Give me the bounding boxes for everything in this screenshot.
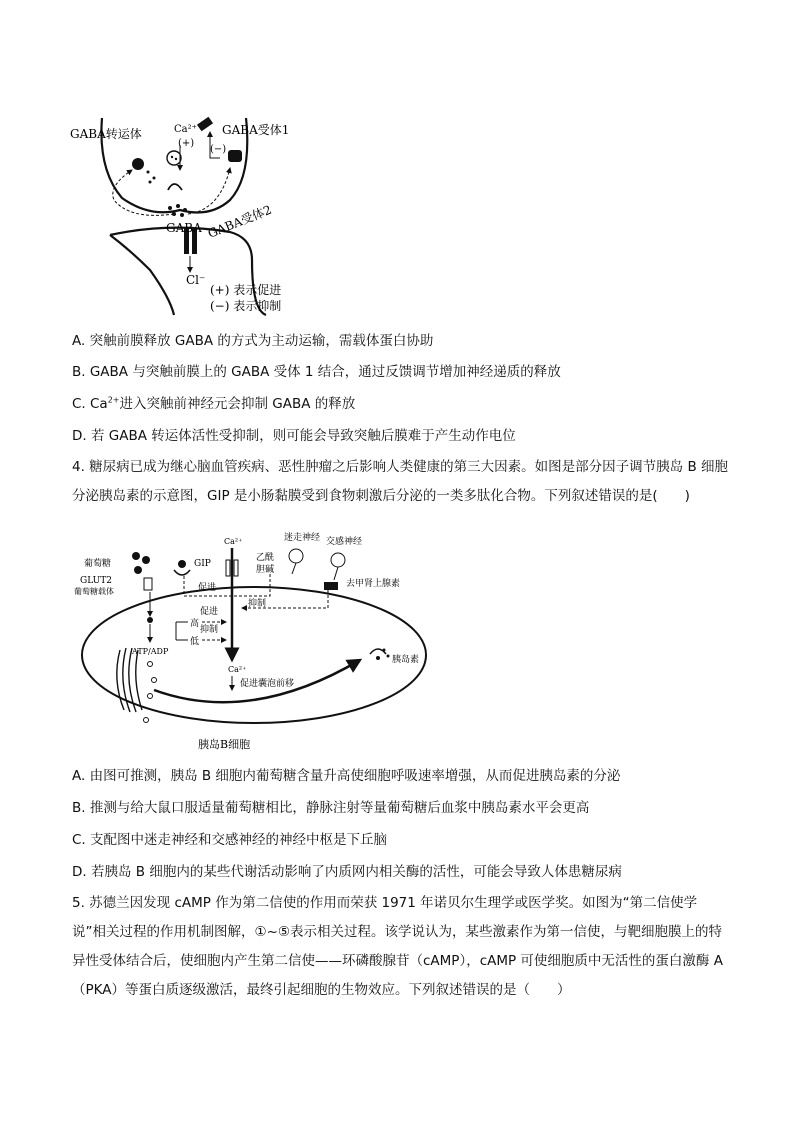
ach-label-2: 胆碱 — [256, 565, 275, 575]
minus-label: (−) — [210, 144, 227, 155]
q3-option-c: C. $Ca^{2+}$进入突触前神经元会抑制 GABA 的释放 — [72, 395, 356, 412]
glucose-label: 葡萄糖 — [84, 559, 112, 569]
q3-option-d: D. 若 GABA 转运体活性受抑制，则可能会导致突触后膜难于产生动作电位 — [72, 428, 516, 444]
vesicle-label: 促进囊泡前移 — [240, 679, 295, 689]
inhibit-low-label: 抑制 — [200, 625, 219, 635]
gaba-receptor1-shape — [228, 150, 242, 162]
glut2-label: GLUT2 — [80, 576, 112, 586]
q4-option-c: C. 支配图中迷走神经和交感神经的神经中枢是下丘脑 — [72, 832, 388, 848]
q5-stem: 5. 苏德兰因发现 cAMP 作为第二信使的作用而荣获 1971 年诺贝尔生理学或医学奖。如图为“第二信使学说”相关过程的作用机制图解，①~⑤表示相关过程。该学说认为，某些激素作为第一信使，与靶细胞膜上的特异性受体结合后，使细胞内产生第二信使——环磷酸腺苷（cAMP），cAMP 可使细胞质中无活性的蛋白激酶 A（PKA）等蛋白质逐级激活，最终引起细胞的生物效应。下列叙述错误的是（ ） — [72, 895, 723, 998]
atp-adp-label: ATP/ADP — [132, 647, 169, 656]
plus-label: (+) — [178, 138, 195, 149]
q4-option-d: D. 若胰岛 B 细胞内的某些代谢活动影响了内质网内相关酶的活性，可能会导致人体患糖尿病 — [72, 864, 622, 880]
cell-label: 胰岛B细胞 — [198, 738, 251, 751]
q4-stem: 4. 糖尿病已成为继心脑血管疾病、恶性肿瘤之后影响人类健康的第三大因素。如图是部分因子调节胰岛 B 细胞分泌胰岛素的示意图，GIP 是小肠黏膜受到食物刺激后分泌的一类多肽化合物。下列叙述错误的是( ) — [72, 459, 729, 504]
gaba-synapse-figure — [70, 110, 310, 320]
vagus-label: 迷走神经 — [284, 533, 321, 543]
gaba-transporter-label: GABA转运体 — [70, 127, 142, 141]
beta-cell-figure — [70, 530, 470, 755]
ca-ion-label: Ca²⁺ — [174, 124, 197, 135]
glut2-sub-label: 葡萄糖载体 — [74, 587, 114, 596]
promote-mid-label: 促进 — [200, 607, 219, 617]
ca-top-label: Ca²⁺ — [224, 537, 243, 546]
legend-promote: (+) 表示促进 — [210, 283, 282, 297]
sympathetic-label: 交感神经 — [326, 537, 363, 547]
q4-option-b: B. 推测与给大鼠口服适量葡萄糖相比，静脉注射等量葡萄糖后血浆中胰岛素水平会更高 — [72, 800, 590, 816]
receptor2-label: GABA受体2 — [205, 202, 274, 241]
legend-inhibit: (−) 表示抑制 — [210, 299, 282, 313]
promote-top-label: 促进 — [198, 583, 217, 593]
q4-option-a: A. 由图可推测，胰岛 B 细胞内葡萄糖含量升高使细胞呼吸速率增强，从而促进胰岛素的分泌 — [72, 768, 621, 784]
gip-label: GIP — [194, 559, 211, 569]
q3-option-a: A. 突触前膜释放 GABA 的方式为主动运输，需载体蛋白协助 — [72, 333, 434, 349]
inhibit-label: 抑制 — [248, 599, 267, 609]
ach-label-1: 乙酰 — [256, 553, 275, 563]
high-label: 高 — [190, 619, 200, 629]
insulin-label: 胰岛素 — [392, 655, 420, 665]
low-label: 低 — [190, 637, 200, 647]
cl-ion-label: Cl⁻ — [186, 273, 206, 287]
gaba-label: GABA — [166, 221, 202, 235]
receptor1-label: GABA受体1 — [222, 123, 290, 137]
q3-option-b: B. GABA 与突触前膜上的 GABA 受体 1 结合，通过反馈调节增加神经递质的释放 — [72, 364, 561, 380]
ca-mid-label: Ca²⁺ — [228, 665, 247, 674]
norepinephrine-label: 去甲肾上腺素 — [346, 579, 401, 589]
gaba-transporter-shape — [132, 158, 144, 170]
